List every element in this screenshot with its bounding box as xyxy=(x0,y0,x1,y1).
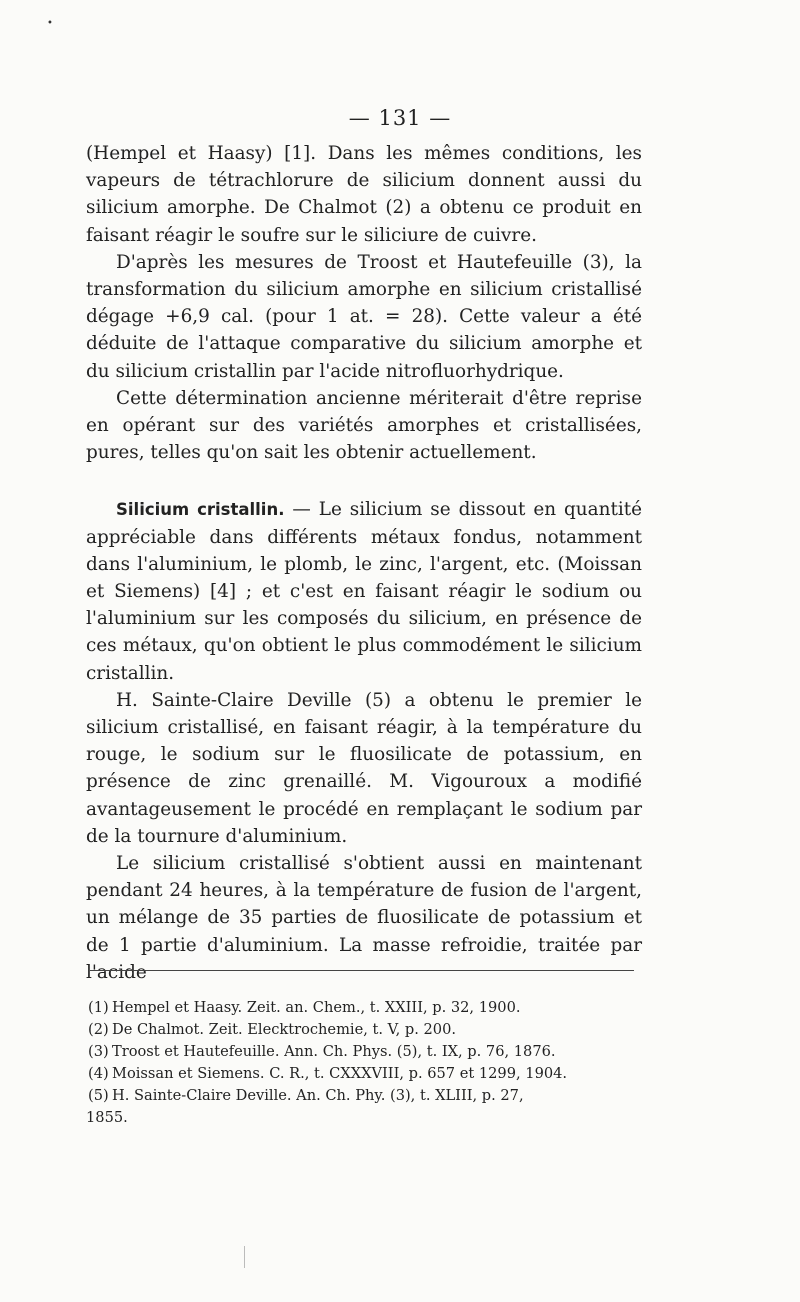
footnote: (2) De Chalmot. Zeit. Elecktrochemie, t. V, p. 200. xyxy=(88,1021,457,1038)
footnote-rule xyxy=(90,970,634,971)
paragraph-2: D'après les mesures de Troost et Hautefeuille (3), la transformation du silicium amorphe en silicium cristallisé dégage +6,9 cal. (pour 1 at. = 28). Cette valeur a été déduite de l'attaque comparative du silicium amorphe et du silicium cristallin par l'acide nitrofluorhydrique. xyxy=(86,251,642,382)
footnote: (3) Troost et Hautefeuille. Ann. Ch. Phys. (5), t. IX, p. 76, 1876. xyxy=(88,1043,556,1060)
page-number: — 131 — xyxy=(348,106,452,130)
footnote: (1) Hempel et Haasy. Zeit. an. Chem., t. XXIII, p. 32, 1900. xyxy=(88,999,521,1016)
paragraph-4 xyxy=(86,496,642,686)
paragraph-3: Cette détermination ancienne mériterait d'être reprise en opérant sur des variétés amorphes et cristallisées, pures, telles qu'on sait les obtenir actuellement. xyxy=(86,387,642,464)
footnote: (4) Moissan et Siemens. C. R., t. CXXXVIII, p. 657 et 1299, 1904. xyxy=(88,1065,568,1082)
footnote: (5) H. Sainte-Claire Deville. An. Ch. Phy. (3), t. XLIII, p. 27, 1855. xyxy=(86,1085,642,1129)
paragraph-1: (Hempel et Haasy) [1]. Dans les mêmes conditions, les vapeurs de tétrachlorure de silicium donnent aussi du silicium amorphe. De Chalmot (2) a obtenu ce produit en faisant réagir le soufre sur le siliciure de cuivre. xyxy=(86,143,642,246)
footnotes xyxy=(86,997,642,1129)
paragraph-4-text: — Le silicium se dissout en quantité appréciable dans différents métaux fondus, notamment dans l'aluminium, le plomb, le zinc, l'argent, etc. (Moissan et Siemens) [4] ; et c'est en faisant réagir le sodium ou l'aluminium sur les composés du silicium, en présence de ces métaux, qu'on obtient le plus commodément le silicium cristallin. xyxy=(86,499,642,684)
paragraph-5: H. Sainte-Claire Deville (5) a obtenu le premier le silicium cristallisé, en faisant réagir, à la température du rouge, le sodium sur le fluosilicate de potassium, en présence de zinc grenaillé. M. Vigouroux a modifié avantageusement le procédé en remplaçant le sodium par de la tournure d'aluminium. xyxy=(86,689,642,847)
paragraph-6: Le silicium cristallisé s'obtient aussi en maintenant pendant 24 heures, à la température de fusion de l'argent, un mélange de 35 parties de fluosilicate de potassium et de 1 partie d'aluminium. La masse refroidie, traitée par l'acide xyxy=(86,853,642,983)
section-heading: Silicium cristallin. xyxy=(116,500,285,520)
scan-mark xyxy=(244,1246,245,1268)
ink-dot: • xyxy=(47,18,53,29)
body-text xyxy=(86,140,642,986)
footnote-continuation: 1855. xyxy=(86,1109,128,1126)
